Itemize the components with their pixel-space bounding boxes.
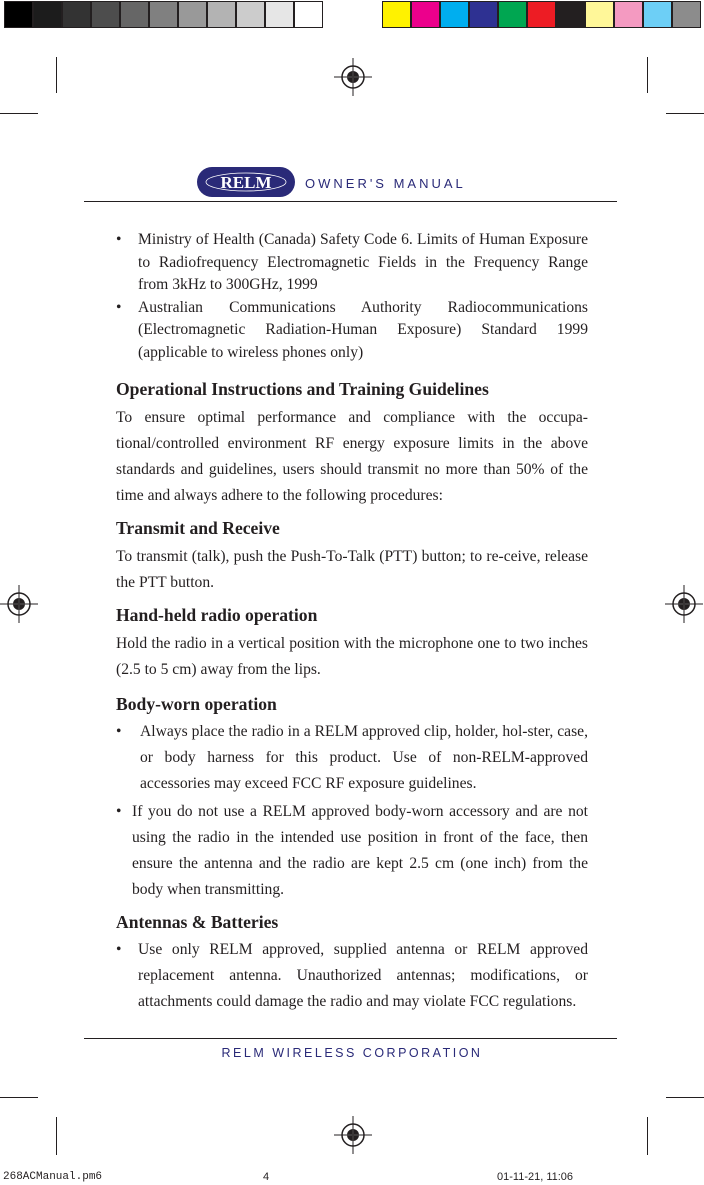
gray-swatch [4,1,33,28]
page-content [116,229,588,1015]
section-heading: Transmit and Receive [116,517,280,538]
crop-mark [56,1117,57,1155]
color-swatch [672,1,701,28]
page-number: 4 [263,1171,270,1183]
color-swatch [614,1,643,28]
gray-swatch [62,1,91,28]
section-paragraph: To ensure optimal performance and compliance with the occupa-tional/controlled environment RF energy exposure limits in the above standards and guidelines, users should transmit no more than 50% of the time and always adhere to the following procedures: [116,408,588,504]
color-swatch [585,1,614,28]
gray-swatch [207,1,236,28]
file-name: 268ACManual.pm6 [3,1171,103,1183]
antennas-list [116,937,588,1015]
section-heading: Antennas & Batteries [116,911,279,932]
standards-list [116,229,588,365]
crop-mark [647,1117,648,1155]
section-heading: Body-worn operation [116,693,277,714]
timestamp: 01-11-21, 11:06 [497,1171,574,1183]
registration-mark-icon [334,1116,372,1154]
crop-mark [56,57,57,93]
bodyworn-list [116,719,588,903]
color-swatch [440,1,469,28]
manual-title: OWNER'S MANUAL [305,176,466,191]
company-footer: RELM WIRELESS CORPORATION [221,1046,483,1060]
gray-swatch [33,1,62,28]
registration-mark-icon [334,58,372,96]
gray-swatch [178,1,207,28]
section-heading: Hand-held radio operation [116,604,318,625]
list-item: • Australian Communications Authority Radiocommunications (Electromagnetic Radiation-Human Exposure) Standard 1999 (applicable to wireless phones only) [116,297,588,365]
section-heading: Operational Instructions and Training Guidelines [116,378,489,399]
header-rule [84,201,617,202]
color-swatch [469,1,498,28]
list-item: • Ministry of Health (Canada) Safety Code 6. Limits of Human Exposure to Radiofrequency Electromagnetic Fields in the Frequency Range from 3kHz to 300GHz, 1999 [116,229,588,297]
list-item: • If you do not use a RELM approved body-worn accessory and are not using the radio in the intended use position in front of the face, then ensure the antenna and the radio are kept 2.5 cm (one inch) from the body when transmitting. [116,799,588,903]
list-item: • Use only RELM approved, supplied antenna or RELM approved replacement antenna. Unauthorized antennas; modifications, or attachments could damage the radio and may violate FCC regulations. [116,937,588,1015]
color-swatch [498,1,527,28]
color-swatch [411,1,440,28]
list-item: • Always place the radio in a RELM approved clip, holder, hol-ster, case, or body harness for this product. Use of non-RELM-approved accessories may exceed FCC RF exposure guidelines. [116,719,588,797]
gray-swatch [294,1,323,28]
gray-swatch [91,1,120,28]
color-swatch [643,1,672,28]
section-paragraph: Hold the radio in a vertical position with the microphone one to two inches (2.5 to 5 cm) away from the lips. [116,634,588,678]
crop-mark [0,113,38,114]
gray-swatch [149,1,178,28]
registration-mark-icon [0,585,38,623]
footer-rule [84,1038,617,1039]
logo-text: RELM [220,173,272,192]
crop-mark [666,1097,704,1098]
gray-swatch [120,1,149,28]
color-swatch [556,1,585,28]
gray-swatch [265,1,294,28]
crop-mark [0,1097,38,1098]
relm-logo [196,166,296,198]
crop-mark [666,113,704,114]
color-swatch [382,1,411,28]
gray-swatch [236,1,265,28]
crop-mark [647,57,648,93]
color-swatch [527,1,556,28]
registration-mark-icon [665,585,703,623]
section-paragraph: To transmit (talk), push the Push-To-Talk (PTT) button; to re-ceive, release the PTT button. [116,547,588,591]
